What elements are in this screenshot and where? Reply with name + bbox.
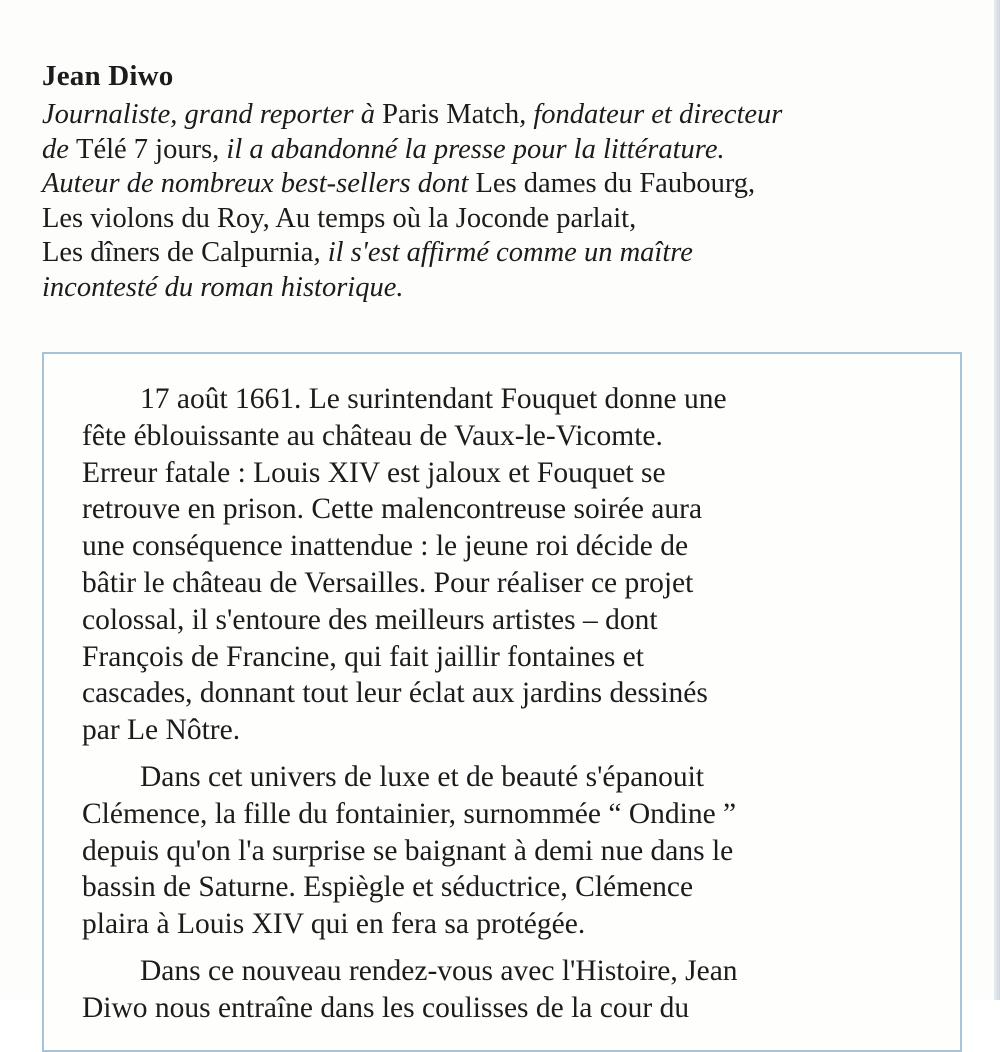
bio-line: [42, 236, 972, 271]
bio-text: Auteur de nombreux best-sellers dont: [42, 168, 476, 199]
bio-book-titles: Les dames du Faubourg,: [475, 168, 756, 199]
bio-text: Journaliste, grand reporter à: [42, 99, 383, 130]
bio-line: [42, 271, 972, 306]
blurb-line: 17 août 1661. Le surintendant Fouquet donne une: [140, 383, 727, 415]
blurb-line: François de Francine, qui fait jaillir fontaines et: [82, 640, 644, 673]
blurb-line: Dans cet univers de luxe et de beauté s'épanouit: [140, 760, 704, 793]
blurb-line: Erreur fatale : Louis XIV est jaloux et Fouquet se: [82, 456, 666, 489]
bio-line: [42, 167, 972, 202]
page-edge: [994, 0, 1000, 1000]
blurb-line: plaira à Louis XIV qui en fera sa protégée.: [82, 908, 586, 941]
bio-text: , fondateur et directeur: [519, 99, 783, 130]
book-blurb: [82, 381, 962, 1027]
author-name: Jean Diwo: [42, 60, 174, 92]
bio-title-tele-7-jours: Télé 7 jours: [76, 133, 213, 165]
author-bio: [42, 98, 972, 305]
bio-book-titles: Les violons du Roy, Au temps où la Joconde parlait,: [42, 202, 637, 234]
blurb-line: une conséquence inattendue : le jeune roi décide de: [82, 530, 689, 563]
author-block: [42, 58, 972, 305]
blurb-line: depuis qu'on l'a surprise se baignant à demi nue dans le: [82, 834, 734, 867]
blurb-line: bassin de Saturne. Espiègle et séductrice, Clémence: [82, 871, 694, 904]
blurb-line: retrouve en prison. Cette malencontreuse soirée aura: [82, 493, 703, 526]
blurb-line: par Le Nôtre.: [82, 714, 241, 747]
blurb-line: Dans ce nouveau rendez-vous avec l'Histoire, Jean: [140, 954, 738, 987]
blurb-paragraph: [82, 759, 962, 943]
bio-line: [42, 202, 972, 237]
bio-title-paris-match: Paris Match: [382, 99, 520, 130]
bio-line: [42, 133, 972, 168]
blurb-line: cascades, donnant tout leur éclat aux jardins dessinés: [82, 677, 708, 710]
blurb-line: Diwo nous entraîne dans les coulisses de la cour du: [82, 991, 690, 1024]
bio-book-titles: Les dîners de Calpurnia: [42, 237, 314, 268]
bio-text: incontesté du roman historique.: [42, 271, 404, 303]
bio-line: [42, 98, 972, 133]
bio-text: , il s'est affirmé comme un maître: [313, 237, 693, 268]
blurb-line: colossal, il s'entoure des meilleurs artistes – dont: [82, 603, 658, 636]
blurb-paragraph: [82, 381, 962, 749]
bio-text: , il a abandonné la presse pour la littérature.: [212, 133, 725, 165]
blurb-line: Clémence, la fille du fontainier, surnommée “ Ondine ”: [82, 797, 737, 830]
bio-text: de: [42, 133, 77, 165]
blurb-line: fête éblouissante au château de Vaux-le-Vicomte.: [82, 419, 663, 452]
blurb-line: bâtir le château de Versailles. Pour réaliser ce projet: [82, 566, 694, 599]
blurb-paragraph: [82, 953, 962, 1027]
